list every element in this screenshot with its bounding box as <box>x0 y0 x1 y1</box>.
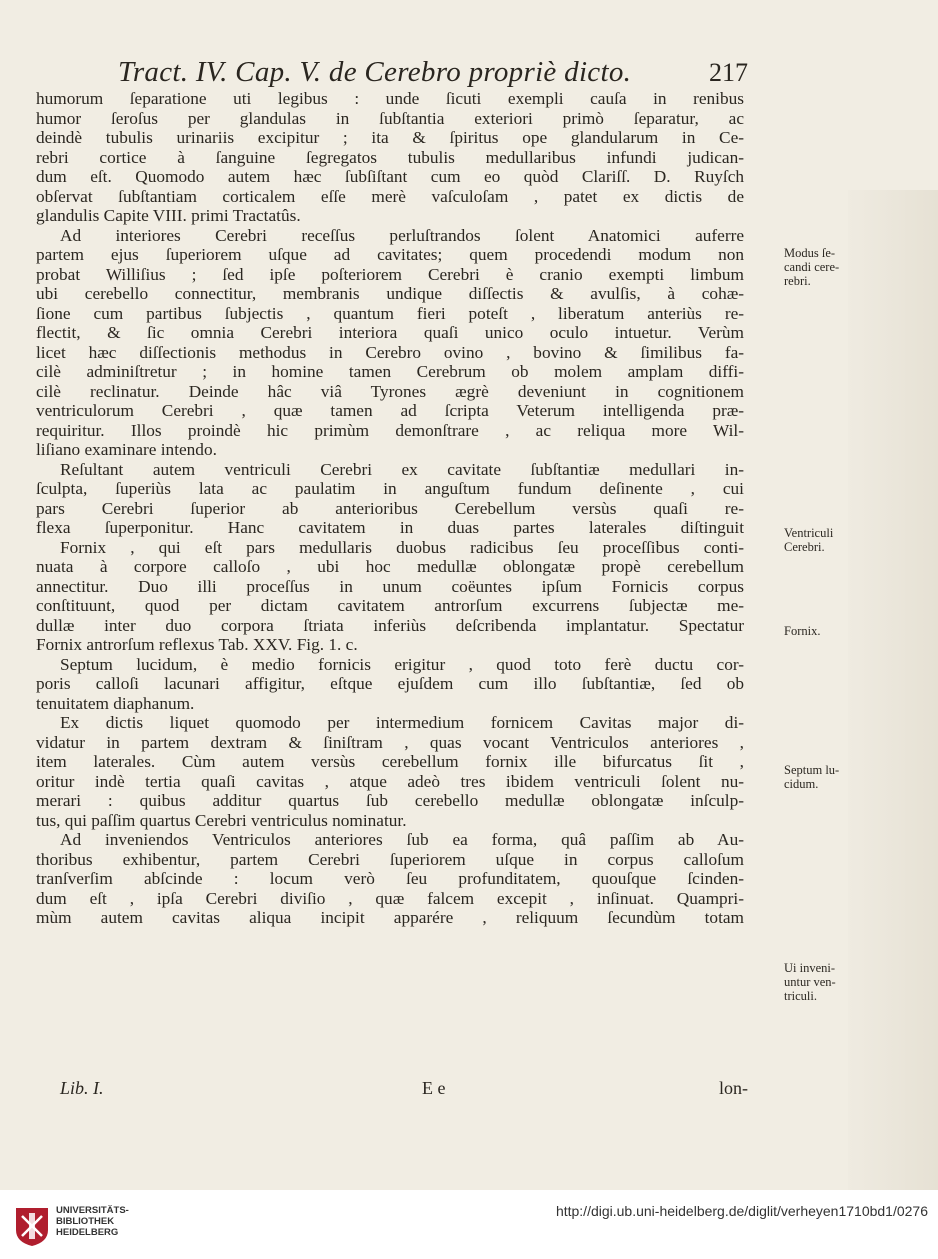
text-line: Fornix , qui eſt pars medullaris duobus radicibus ſeu proceſſibus conti- <box>60 537 744 557</box>
text-line: ſculpta, ſuperiùs lata ac paulatim in anguſtum fundum deſinente , cui <box>36 479 744 498</box>
text-line: oritur indè tertia quaſi cavitas , atque adeò tres ibidem ventriculi ſolent nu- <box>36 771 744 791</box>
text-line: probat Williſius ; ſed ipſe poſteriorem Cerebri è cranio exempti limbum <box>36 264 744 284</box>
text-line: requiritur. Illos proindè hic primùm demonſtrare , ac reliqua more Wil- <box>36 420 744 440</box>
book-label: Lib. I. <box>60 1078 104 1098</box>
text-line: tranſverſim abſcinde : locum verò ſeu profunditatem, quouſque ſcinden- <box>36 869 744 888</box>
margin-note: Fornix. <box>784 624 821 638</box>
text-line: cilè reclinatur. Deinde hâc viâ Tyrones ægrè deveniunt in cognitionem <box>36 381 744 401</box>
text-line: vidatur in partem dextram & ſiniſtram , quas vocant Ventriculos anteriores , <box>36 732 744 752</box>
text-line: thoribus exhibentur, partem Cerebri ſuperiorem uſque in corpus calloſum <box>36 849 744 869</box>
adjacent-page-edge <box>848 190 938 1190</box>
source-url-link[interactable]: http://digi.ub.uni-heidelberg.de/diglit/verheyen1710bd1/0276 <box>555 1203 928 1219</box>
library-name: UNIVERSITÄTS- BIBLIOTHEK HEIDELBERG <box>56 1205 129 1238</box>
text-line: item laterales. Cùm autem versùs cerebellum fornix ille bifurcatus ſit , <box>36 752 744 771</box>
text-line: obſervat ſubſtantiam corticalem eſſe merè vaſculoſam , patet ex dictis de <box>36 186 744 206</box>
page-footer <box>60 1078 748 1102</box>
margin-note: Ventriculi Cerebri. <box>784 526 834 554</box>
text-line: dum eſt , ipſa Cerebri diviſio , quæ falcem excepit , inſinuat. Quampri- <box>36 888 744 908</box>
text-line: humor ſeroſus per glandulas in ſubſtantia exteriori primò ſeparatur, ac <box>36 108 744 128</box>
main-text <box>36 89 840 1003</box>
text-line: Ex dictis liquet quomodo per intermedium fornicem Cavitas major di- <box>60 713 744 732</box>
text-line: flectit, & ſic omnia Cerebri interiora quaſi unico oculo intuetur. Verùm <box>36 323 744 342</box>
page-number: 217 <box>709 58 748 87</box>
catchword: lon- <box>719 1078 748 1098</box>
text-line: rebri cortice à ſanguine ſegregatos tubulis medullaribus infundi judican- <box>36 147 744 167</box>
text-line: cilè adminiſtretur ; in homine tamen Cerebrum ob molem amplam diffi- <box>36 362 744 381</box>
text-line: dum eſt. Quomodo autem hæc ſubſiſtant cum eo quòd Clariſſ. D. Ruyſch <box>36 167 744 186</box>
text-line: ſione cum partibus ſubjectis , quantum fieri poteſt , liberatum anteriùs re- <box>36 303 744 323</box>
text-line: nuata à corpore calloſo , ubi hoc medullæ oblongatæ propè cerebellum <box>36 557 744 576</box>
margin-note: Modus ſe- candi cere- rebri. <box>784 246 840 288</box>
text-line: Reſultant autem ventriculi Cerebri ex cavitate ſubſtantiæ medullari in- <box>60 459 744 479</box>
text-line: liſiano examinare intendo. <box>36 440 217 459</box>
library-seal-icon <box>12 1204 52 1248</box>
text-line: Ad interiores Cerebri receſſus perluſtrandos ſolent Anatomici auferre <box>60 225 744 245</box>
text-line: ubi cerebello connectitur, membranis undique diſſectis & avulſis, à cohæ- <box>36 284 744 303</box>
text-line: ventriculorum Cerebri , quæ tamen ad ſcripta Veterum intelligenda præ- <box>36 401 744 420</box>
text-line: conſtituunt, quod per dictam cavitatem antrorſum excurrens ſubjectæ me- <box>36 596 744 615</box>
text-line: poris calloſi lacunari affigitur, eſtque ejuſdem cum illo ſubſtantiæ, ſed ob <box>36 674 744 693</box>
text-line: flexa ſuperponitur. Hanc cavitatem in duas partes laterales diſtinguit <box>36 518 744 537</box>
text-line: Fornix antrorſum reflexus Tab. XXV. Fig. 1. c. <box>36 635 358 654</box>
signature-mark: E e <box>422 1078 446 1098</box>
margin-note: Septum lu- cidum. <box>784 763 840 791</box>
text-line: pars Cerebri ſuperior ab anterioribus Cerebellum versùs quaſi re- <box>36 498 744 518</box>
text-line: deindè tubulis urinariis excipitur ; ita & ſpiritus ope glandularum in Ce- <box>36 128 744 147</box>
text-line: Ad inveniendos Ventriculos anteriores ſub ea forma, quâ paſſim ab Au- <box>60 830 744 849</box>
running-header <box>118 56 748 92</box>
text-line: Septum lucidum, è medio fornicis erigitur , quod toto ferè ductu cor- <box>60 654 744 674</box>
text-line: licet hæc diſſectionis methodus in Cerebro ovino , bovino & ſimilibus fa- <box>36 342 744 362</box>
text-line: mùm autem cavitas aliqua incipit apparére , reliquum ſecundùm totam <box>36 908 744 927</box>
text-line: glandulis Capite VIII. primi Tractatûs. <box>36 206 301 225</box>
text-line: partem ejus ſuperiorem uſque ad cavitates; quem procedendi modum non <box>36 245 744 264</box>
text-line: merari : quibus additur quartus ſub cerebello medullæ oblongatæ inſculp- <box>36 791 744 810</box>
text-line: tenuitatem diaphanum. <box>36 693 195 713</box>
text-line: dullæ inter duo corpora ſtriata inferiùs deſcribenda implantatur. Spectatur <box>36 615 744 635</box>
margin-note: Ui inveni- untur ven- triculi. <box>784 961 836 1003</box>
library-footer-bar <box>0 1190 938 1259</box>
running-title: Tract. IV. Cap. V. de Cerebro propriè dicto. <box>118 56 632 88</box>
text-line: humorum ſeparatione uti legibus : unde ſicuti exempli cauſa in renibus <box>36 89 744 108</box>
text-line: annectitur. Duo illi proceſſus in unum coëuntes ipſum Fornicis corpus <box>36 576 744 596</box>
text-line: tus, qui paſſim quartus Cerebri ventriculus nominatur. <box>36 810 407 830</box>
